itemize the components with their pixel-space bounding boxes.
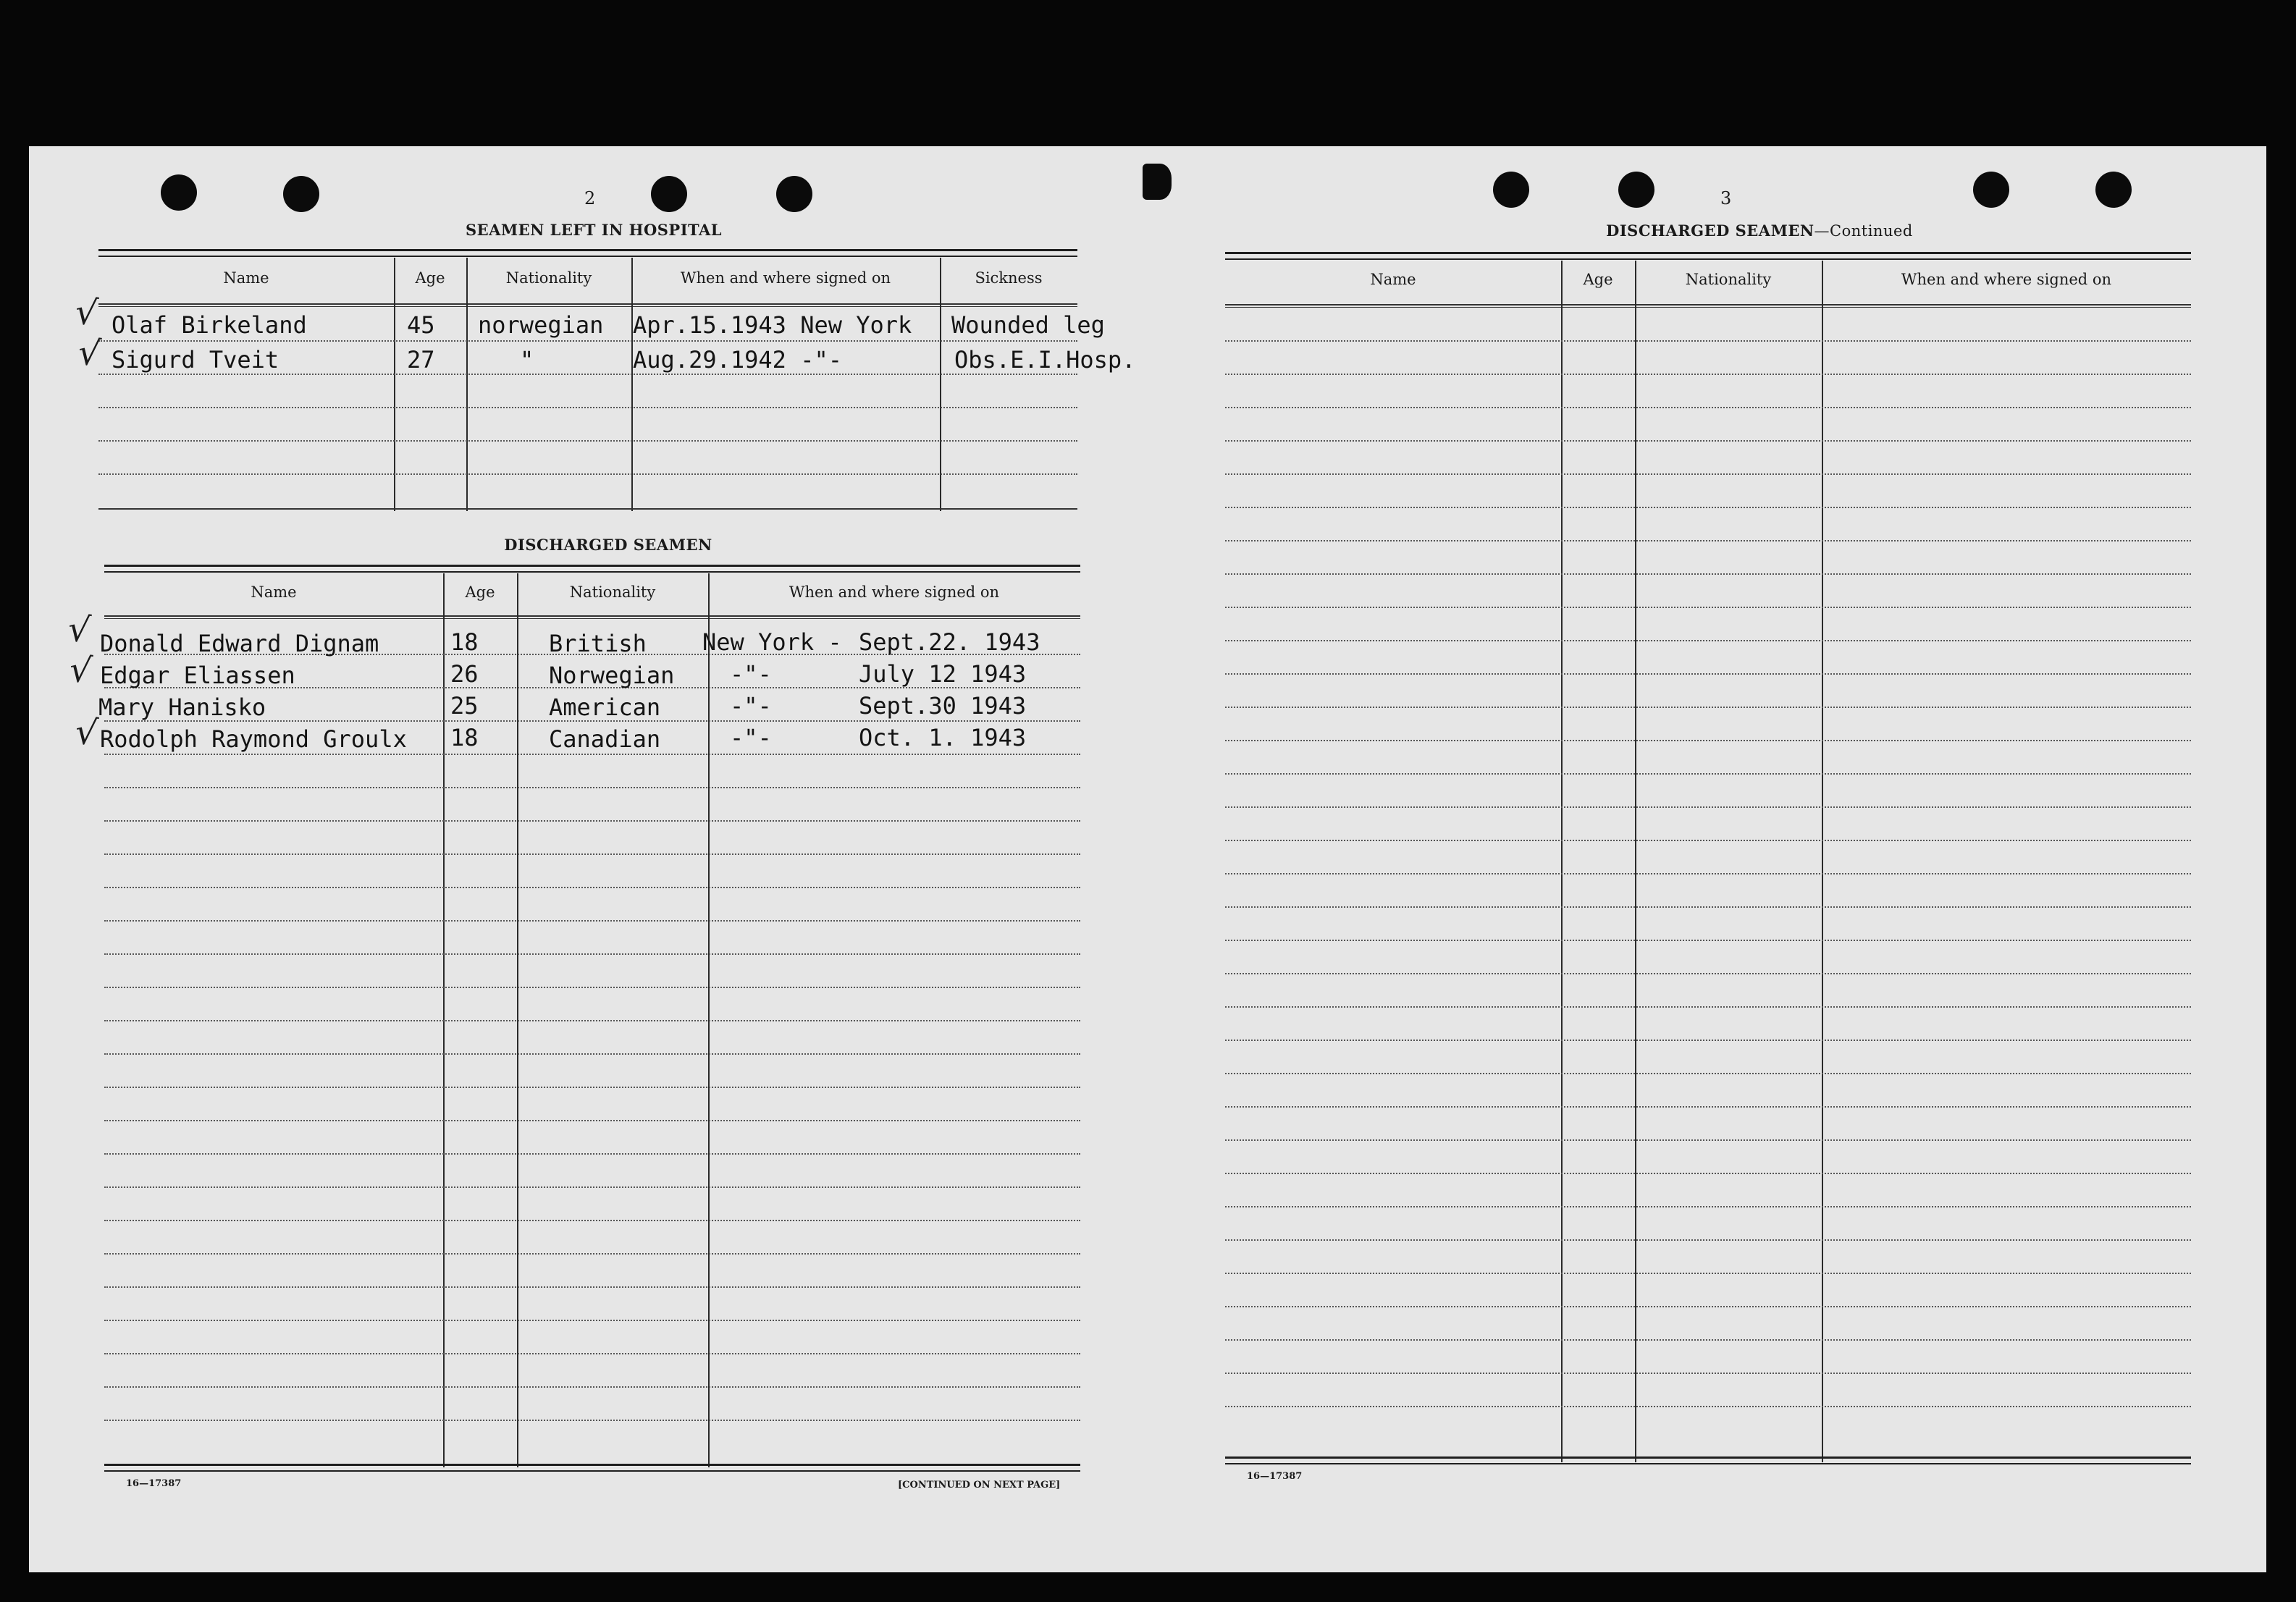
row-rule bbox=[98, 440, 1077, 442]
row-rule bbox=[104, 853, 1080, 855]
title-continued: —Continued bbox=[1814, 222, 1913, 240]
binder-hole bbox=[1493, 172, 1529, 208]
hospital-row-signed-on: Aug.29.1942 -"- bbox=[633, 346, 842, 374]
header-signed-on: When and where signed on bbox=[789, 583, 1000, 601]
header-signed-on: When and where signed on bbox=[680, 269, 891, 287]
row-rule bbox=[1225, 806, 2191, 808]
binder-hole bbox=[776, 176, 812, 212]
discharged-row-nationality: Canadian bbox=[549, 725, 661, 753]
discharged-row-age: 18 bbox=[450, 628, 479, 656]
row-rule bbox=[104, 1353, 1080, 1354]
row-rule bbox=[1225, 773, 2191, 775]
header-signed-on: When and where signed on bbox=[1901, 271, 2112, 288]
discharged-row-nationality: Norwegian bbox=[549, 662, 675, 689]
hospital-row-name: Sigurd Tveit bbox=[112, 346, 279, 374]
hospital-table-title: SEAMEN LEFT IN HOSPITAL bbox=[465, 221, 723, 239]
header-age: Age bbox=[465, 583, 495, 601]
row-rule bbox=[1225, 473, 2191, 475]
row-rule bbox=[1225, 607, 2191, 608]
check-mark: √ bbox=[66, 608, 93, 652]
row-rule bbox=[1225, 1006, 2191, 1008]
row-rule bbox=[104, 1087, 1080, 1088]
row-rule bbox=[98, 407, 1077, 408]
row-rule bbox=[98, 374, 1077, 375]
table-bottom-rule bbox=[98, 508, 1077, 510]
row-rule bbox=[1225, 1406, 2191, 1407]
row-rule bbox=[104, 1153, 1080, 1155]
row-rule bbox=[1225, 840, 2191, 841]
row-rule bbox=[104, 1186, 1080, 1188]
row-rule bbox=[104, 920, 1080, 922]
header-name: Name bbox=[1370, 271, 1416, 288]
discharged-row-name: Donald Edward Dignam bbox=[100, 630, 379, 657]
row-rule bbox=[98, 340, 1077, 342]
page-number-right: 3 bbox=[1720, 188, 1732, 208]
discharged-row-nationality: American bbox=[549, 694, 661, 721]
row-rule bbox=[1225, 873, 2191, 874]
header-nationality: Nationality bbox=[569, 583, 656, 601]
row-rule bbox=[1225, 1239, 2191, 1241]
row-rule bbox=[1225, 1173, 2191, 1174]
row-rule bbox=[1225, 1373, 2191, 1374]
discharged-table-title: DISCHARGED SEAMEN bbox=[504, 536, 712, 554]
discharged-continued-title bbox=[1528, 222, 1991, 240]
header-name: Name bbox=[223, 269, 269, 287]
row-rule bbox=[1225, 707, 2191, 708]
continued-note: [CONTINUED ON NEXT PAGE] bbox=[898, 1480, 1061, 1491]
row-rule bbox=[1225, 507, 2191, 508]
binder-hole bbox=[1618, 172, 1654, 208]
discharged-row-name: Rodolph Raymond Groulx bbox=[100, 725, 407, 753]
row-rule bbox=[1225, 1339, 2191, 1341]
row-rule bbox=[104, 1286, 1080, 1288]
row-rule bbox=[104, 1320, 1080, 1321]
header-age: Age bbox=[1583, 271, 1613, 288]
row-rule bbox=[104, 1053, 1080, 1055]
discharged-row-name: Edgar Eliassen bbox=[100, 662, 295, 689]
hospital-row-nationality: norwegian bbox=[478, 311, 604, 339]
header-name: Name bbox=[251, 583, 297, 601]
row-rule bbox=[1225, 640, 2191, 641]
discharged-row-name: Mary Hanisko bbox=[98, 694, 266, 721]
row-rule bbox=[104, 1020, 1080, 1021]
binder-clip bbox=[1143, 164, 1172, 200]
row-rule bbox=[1225, 1206, 2191, 1207]
row-rule bbox=[1225, 540, 2191, 541]
row-rule bbox=[104, 1386, 1080, 1388]
header-nationality: Nationality bbox=[505, 269, 592, 287]
check-mark: √ bbox=[76, 332, 103, 375]
discharged-row-date: July 12 1943 bbox=[859, 660, 1027, 688]
discharged-row-place: -"- bbox=[730, 660, 772, 688]
hospital-row-age: 27 bbox=[407, 346, 435, 374]
discharged-row-nationality: British bbox=[549, 630, 647, 657]
header-sickness: Sickness bbox=[975, 269, 1043, 287]
form-code: 16—17387 bbox=[126, 1478, 182, 1489]
row-rule bbox=[1225, 573, 2191, 575]
header-underline bbox=[98, 303, 1077, 305]
hospital-table bbox=[98, 249, 1077, 517]
table-top-rule bbox=[98, 249, 1077, 257]
row-rule bbox=[104, 787, 1080, 788]
header-underline-2 bbox=[104, 618, 1080, 619]
row-rule bbox=[1225, 440, 2191, 442]
row-rule bbox=[1225, 1040, 2191, 1041]
discharged-row-date: Sept.22. 1943 bbox=[859, 628, 1040, 656]
title-main: DISCHARGED SEAMEN bbox=[1606, 222, 1814, 240]
table-top-rule bbox=[1225, 252, 2191, 260]
header-underline bbox=[1225, 304, 2191, 305]
row-rule bbox=[1225, 1306, 2191, 1307]
header-underline-2 bbox=[98, 306, 1077, 307]
row-rule bbox=[98, 473, 1077, 475]
row-rule bbox=[104, 1253, 1080, 1255]
discharged-row-date: Sept.30 1943 bbox=[859, 692, 1027, 720]
row-rule bbox=[104, 820, 1080, 822]
row-rule bbox=[104, 887, 1080, 888]
row-rule bbox=[1225, 906, 2191, 908]
row-rule bbox=[104, 1120, 1080, 1121]
binder-hole bbox=[1973, 172, 2009, 208]
discharged-row-age: 26 bbox=[450, 660, 479, 688]
row-rule bbox=[104, 1420, 1080, 1421]
row-rule bbox=[1225, 940, 2191, 941]
row-rule bbox=[104, 987, 1080, 988]
discharged-row-age: 25 bbox=[450, 692, 479, 720]
binder-hole bbox=[2095, 172, 2132, 208]
hospital-row-signed-on: Apr.15.1943 New York bbox=[633, 311, 912, 339]
table-bottom-rule bbox=[1225, 1456, 2191, 1464]
row-rule bbox=[1225, 740, 2191, 741]
row-rule bbox=[1225, 1139, 2191, 1141]
row-rule bbox=[1225, 1073, 2191, 1074]
discharged-row-place: New York - bbox=[702, 628, 842, 656]
row-rule bbox=[104, 1220, 1080, 1221]
page-number-left: 2 bbox=[584, 188, 596, 208]
table-bottom-rule bbox=[104, 1464, 1080, 1472]
discharged-row-date: Oct. 1. 1943 bbox=[859, 724, 1027, 751]
check-mark: √ bbox=[73, 291, 100, 334]
discharged-row-age: 18 bbox=[450, 724, 479, 751]
row-rule bbox=[1225, 374, 2191, 375]
header-nationality: Nationality bbox=[1685, 271, 1772, 288]
check-mark: √ bbox=[67, 649, 94, 692]
row-rule bbox=[1225, 1106, 2191, 1108]
hospital-row-nationality: " bbox=[520, 346, 534, 374]
header-age: Age bbox=[415, 269, 445, 287]
binder-hole bbox=[161, 174, 197, 211]
hospital-row-age: 45 bbox=[407, 311, 435, 339]
discharged-row-place: -"- bbox=[730, 692, 772, 720]
row-rule bbox=[1225, 340, 2191, 342]
header-underline-2 bbox=[1225, 307, 2191, 308]
row-rule bbox=[1225, 973, 2191, 974]
form-code: 16—17387 bbox=[1247, 1471, 1303, 1482]
binder-hole bbox=[651, 176, 687, 212]
row-rule bbox=[104, 953, 1080, 955]
discharged-continued-table bbox=[1225, 252, 2191, 1468]
binder-hole bbox=[283, 176, 319, 212]
row-rule bbox=[104, 754, 1080, 755]
hospital-row-sickness: Obs.E.I.Hosp. bbox=[954, 346, 1136, 374]
hospital-row-name: Olaf Birkeland bbox=[112, 311, 307, 339]
row-rule bbox=[1225, 673, 2191, 675]
hospital-row-sickness: Wounded leg bbox=[951, 311, 1105, 339]
table-top-rule bbox=[104, 565, 1080, 573]
header-underline bbox=[104, 615, 1080, 617]
discharged-row-place: -"- bbox=[730, 724, 772, 751]
row-rule bbox=[1225, 407, 2191, 408]
check-mark: √ bbox=[73, 711, 100, 754]
row-rule bbox=[1225, 1273, 2191, 1274]
